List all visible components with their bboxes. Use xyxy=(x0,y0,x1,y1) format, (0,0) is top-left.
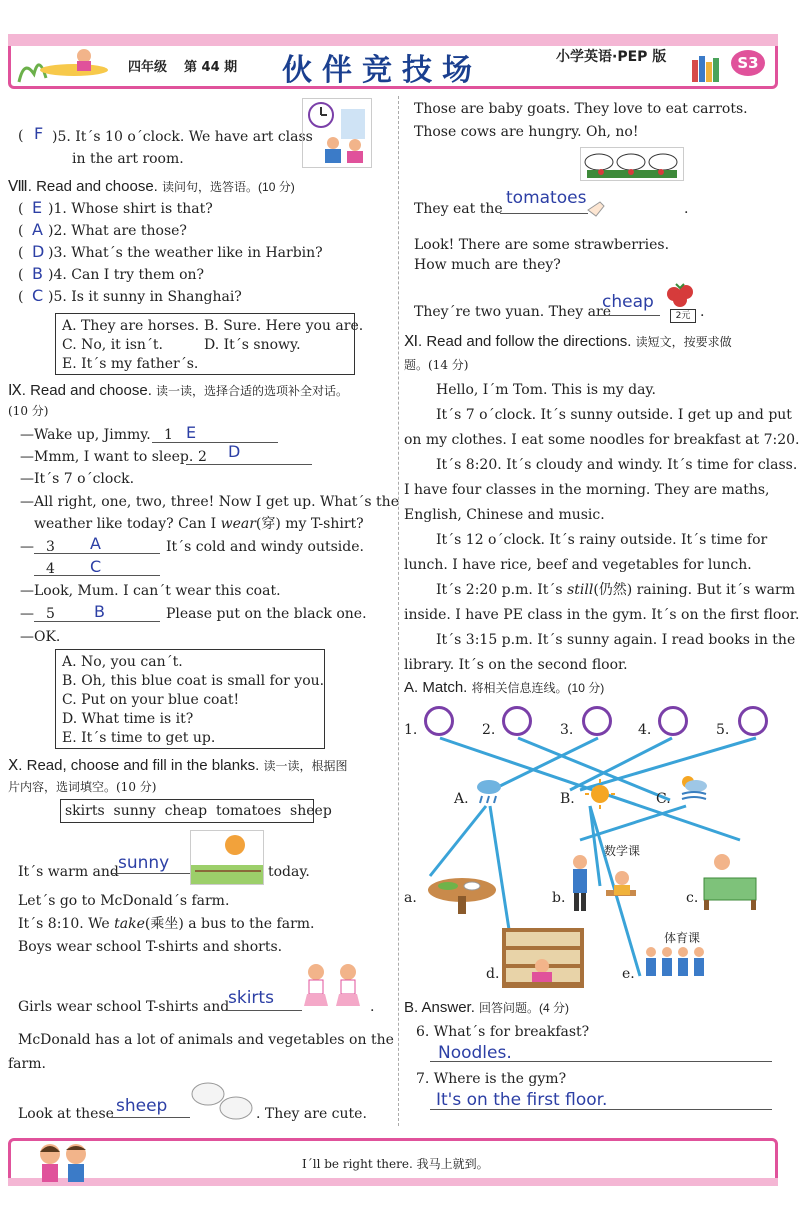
weather-label-b: B. xyxy=(560,791,575,807)
answer-6-line xyxy=(430,1061,772,1062)
scene-b-caption: 数学课 xyxy=(604,844,641,858)
header-decoration xyxy=(14,44,114,84)
question-3: )3. What´s the weather like in Harbin? xyxy=(48,245,323,261)
option-d: D. It´s snowy. xyxy=(204,337,301,353)
answer-6: Noodles. xyxy=(438,1043,512,1063)
blank-sunny-line xyxy=(112,873,190,874)
sentence-6: McDonald has a lot of animals and vegetables on the xyxy=(18,1032,394,1048)
sentence-3-italic: take xyxy=(114,916,145,932)
clock-label-3: 3. xyxy=(560,722,574,738)
q5-answer: F xyxy=(34,124,44,143)
right-line-6-period: . xyxy=(700,304,705,320)
sunny-farm-picture xyxy=(190,830,264,885)
footer-text: I´ll be right there. 我马上就到。 xyxy=(302,1157,489,1171)
option-b: B. Sure. Here you are. xyxy=(204,318,364,334)
clock-label-5: 5. xyxy=(716,722,730,738)
section-11-title-cn-2: 题。(14 分) xyxy=(404,358,469,372)
dialog-dash-5: — xyxy=(20,606,34,622)
list-item: ( xyxy=(18,201,24,217)
passage-line-9c: (仍然) raining. But it´s warm xyxy=(593,582,795,598)
maths-class-scene xyxy=(566,852,640,916)
girls-picture xyxy=(298,960,368,1016)
blank-2-number: 2 xyxy=(198,449,207,465)
answer-sunny: sunny xyxy=(118,853,170,873)
dialog-line-2: —Mmm, I want to sleep. xyxy=(20,449,194,465)
sentence-5: Girls wear school T-shirts and xyxy=(18,999,230,1015)
passage-line-11: It´s 3:15 p.m. It´s sunny again. I read books in the xyxy=(436,632,796,648)
clock-icon xyxy=(582,706,612,736)
sentence-2: Let´s go to McDonald´s farm. xyxy=(18,893,230,909)
sentence-4: Boys wear school T-shirts and shorts. xyxy=(18,939,283,955)
blank-tomatoes-line xyxy=(500,213,588,214)
blank-1-line xyxy=(152,442,278,443)
right-line-3a: They eat the xyxy=(414,201,503,217)
clock-icon xyxy=(502,706,532,736)
section-8-title-en: Ⅷ. Read and choose. xyxy=(8,178,158,195)
answer-2: A xyxy=(32,220,43,239)
scene-label-a: a. xyxy=(404,890,417,906)
scene-label-d: d. xyxy=(486,966,500,982)
answer-sheep: sheep xyxy=(116,1096,168,1116)
sentence-3c: (乘坐) a bus to the farm. xyxy=(144,916,315,932)
q5-text: )5. It´s 10 o´clock. We have art class xyxy=(52,129,313,145)
dialog-line-1: —Wake up, Jimmy. xyxy=(20,427,151,443)
section-11-title-cn: 读短文，按要求做 xyxy=(635,335,732,349)
section-8-options-box xyxy=(55,313,364,375)
page-title: 伙伴竞技场 xyxy=(282,53,482,88)
passage-line-9 xyxy=(436,581,795,599)
section-9-options-box xyxy=(55,649,325,749)
dialog-line-4: —All right, one, two, three! Now I get up. What´s the xyxy=(20,494,399,510)
strawberries-picture xyxy=(664,280,700,310)
dialog-line-9: —OK. xyxy=(20,629,61,645)
page-badge: S3 xyxy=(731,50,765,76)
blank-2-line xyxy=(186,464,312,465)
q5-text-2: in the art room. xyxy=(72,151,184,167)
sentence-1a: It´s warm and xyxy=(18,864,119,880)
passage-line-5: I have four classes in the morning. They are maths, xyxy=(404,482,770,498)
question-6: 6. What´s for breakfast? xyxy=(416,1024,590,1040)
sentence-5-period: . xyxy=(370,999,375,1015)
passage-line-9-italic: still xyxy=(567,582,594,598)
blank-5-number: 5 xyxy=(46,606,55,622)
blank-3-number: 3 xyxy=(46,539,55,555)
kite-girl-illustration xyxy=(14,44,114,84)
list-item: ( xyxy=(18,289,24,305)
library-scene xyxy=(502,928,584,988)
dialog-line-6: It´s cold and windy outside. xyxy=(166,539,364,555)
q5-prefix: ( xyxy=(18,128,24,144)
passage-line-1: Hello, I´m Tom. This is my day. xyxy=(436,382,656,398)
blank-skirts-line xyxy=(222,1010,302,1011)
dialog-line-7: —Look, Mum. I can´t wear this coat. xyxy=(20,583,281,599)
sentence-7: farm. xyxy=(8,1056,46,1072)
column-divider xyxy=(398,96,399,1126)
issue-label: 第 44 期 xyxy=(184,60,238,75)
pe-class-scene xyxy=(640,944,718,984)
passage-line-10: inside. I have PE class in the gym. It´s on the first floor. xyxy=(404,607,800,623)
scene-label-e: e. xyxy=(622,966,635,982)
dialog-line-5-italic: wear xyxy=(220,516,256,532)
section-8-title xyxy=(8,177,295,195)
blank-5-line xyxy=(34,621,160,622)
answer-7-line xyxy=(430,1109,772,1110)
sentence-3 xyxy=(18,915,315,933)
passage-line-4: It´s 8:20. It´s cloudy and windy. It´s time for class. xyxy=(436,457,798,473)
answer-5: C xyxy=(32,286,44,305)
answer-skirts: skirts xyxy=(228,988,274,1008)
answer-title xyxy=(404,999,569,1016)
dialog-line-8: Please put on the black one. xyxy=(166,606,367,622)
section-10-title-cn: 读一读，根据图 xyxy=(263,759,348,773)
blank-4-answer: C xyxy=(90,557,102,576)
match-title-en: A. Match. xyxy=(404,679,468,696)
scene-e-caption: 体育课 xyxy=(664,931,701,945)
answer-title-cn: 回答问题。(4 分) xyxy=(479,1001,570,1015)
answer-tomatoes: tomatoes xyxy=(506,188,587,208)
blank-4-line xyxy=(34,575,160,576)
section-10-title-cn-2: 片内容，选词填空。(10 分) xyxy=(8,780,157,794)
question-7: 7. Where is the gym? xyxy=(416,1071,567,1087)
section-11-title xyxy=(404,332,732,350)
blank-3-answer: A xyxy=(90,534,101,553)
price-tag: 2元 xyxy=(670,309,696,323)
option-b: B. Oh, this blue coat is small for you. xyxy=(62,673,325,689)
clock-icon xyxy=(738,706,768,736)
answer-4: B xyxy=(32,264,43,283)
answer-cheap: cheap xyxy=(602,292,654,312)
cloudy-windy-icon xyxy=(676,772,710,804)
scene-label-b: b. xyxy=(552,890,566,906)
word-bank-box: skirts sunny cheap tomatoes sheep xyxy=(60,799,314,823)
dialog-dash-3: — xyxy=(20,539,34,555)
dialog-line-5 xyxy=(34,515,364,533)
bedroom-scene xyxy=(700,846,760,912)
section-9-title xyxy=(8,381,348,399)
passage-line-2: It´s 7 o´clock. It´s sunny outside. I get up and put xyxy=(436,407,792,423)
rainy-icon xyxy=(474,776,504,806)
option-e: E. It´s my father´s. xyxy=(62,356,199,372)
passage-line-6: English, Chinese and music. xyxy=(404,507,605,523)
right-line-1: Those are baby goats. They love to eat carrots. xyxy=(414,101,748,117)
kids-illustration xyxy=(34,1140,94,1184)
sentence-1b: today. xyxy=(268,864,310,880)
blank-4-number: 4 xyxy=(46,561,55,577)
sentence-8a: Look at these xyxy=(18,1106,114,1122)
blank-sheep-line xyxy=(110,1117,190,1118)
answer-3: D xyxy=(32,242,45,261)
sentence-8b: . They are cute. xyxy=(256,1106,367,1122)
section-10-title-en: Ⅹ. Read, choose and fill in the blanks. xyxy=(8,757,260,774)
passage-line-12: library. It´s on the second floor. xyxy=(404,657,628,673)
subject-label: 小学英语·PEP 版 xyxy=(556,49,667,65)
sentence-3a: It´s 8:10. We xyxy=(18,916,115,932)
list-item: ( xyxy=(18,245,24,261)
hand-pointer-icon xyxy=(586,196,610,220)
list-item: ( xyxy=(18,267,24,283)
right-line-4: Look! There are some strawberries. xyxy=(414,237,670,253)
dialog-line-5a: weather like today? Can I xyxy=(34,516,221,532)
question-2: )2. What are those? xyxy=(48,223,187,239)
list-item: ( xyxy=(18,223,24,239)
match-title xyxy=(404,679,604,696)
section-10-title xyxy=(8,756,347,774)
footer-band xyxy=(8,1178,778,1186)
clock-label-4: 4. xyxy=(638,722,652,738)
blank-2-answer: D xyxy=(228,442,241,461)
weather-label-a: A. xyxy=(454,791,469,807)
passage-line-7: It´s 12 o´clock. It´s rainy outside. It´s time for xyxy=(436,532,768,548)
dialog-line-5c: (穿) my T-shirt? xyxy=(255,516,364,532)
answer-7: It's on the first floor. xyxy=(436,1090,608,1110)
passage-line-3: on my clothes. I eat some noodles for breakfast at 7:20. xyxy=(404,432,800,448)
option-a: A. They are horses. xyxy=(62,318,200,334)
match-title-cn: 将相关信息连线。(10 分) xyxy=(471,681,605,695)
blank-3-line xyxy=(34,553,160,554)
section-9-title-en: Ⅸ. Read and choose. xyxy=(8,382,152,399)
clock-icon xyxy=(424,706,454,736)
question-4: )4. Can I try them on? xyxy=(48,267,205,283)
section-9-score: (10 分) xyxy=(8,404,49,418)
question-5: )5. Is it sunny in Shanghai? xyxy=(48,289,242,305)
clock-label-2: 2. xyxy=(482,722,496,738)
dialog-line-3: —It´s 7 o´clock. xyxy=(20,471,135,487)
weather-label-c: C. xyxy=(656,791,671,807)
cows-picture xyxy=(580,147,684,181)
option-e: E. It´s time to get up. xyxy=(62,730,216,746)
option-c: C. No, it isn´t. xyxy=(62,337,164,353)
option-c: C. Put on your blue coat! xyxy=(62,692,240,708)
passage-line-9a: It´s 2:20 p.m. It´s xyxy=(436,582,568,598)
clock-icon xyxy=(658,706,688,736)
section-11-title-en: Ⅺ. Read and follow the directions. xyxy=(404,333,632,350)
section-8-title-cn: 读问句，选答语。(10 分) xyxy=(162,180,295,194)
blank-1-answer: E xyxy=(186,423,197,442)
right-line-6a: They´re two yuan. They are xyxy=(414,304,611,320)
option-a: A. No, you can´t. xyxy=(62,654,183,670)
scene-label-c: c. xyxy=(686,890,699,906)
breakfast-scene xyxy=(426,866,502,916)
section-9-title-cn: 读一读，选择合适的选项补全对话。 xyxy=(156,384,349,398)
answer-title-en: B. Answer. xyxy=(404,999,475,1016)
blank-5-answer: B xyxy=(94,602,105,621)
answer-1: E xyxy=(32,198,43,217)
right-line-3-period: . xyxy=(684,201,689,217)
sheep-picture xyxy=(188,1078,258,1123)
blank-1-number: 1 xyxy=(164,427,173,443)
clock-label-1: 1. xyxy=(404,722,418,738)
grade-label: 四年级 xyxy=(128,60,168,75)
blank-cheap-line xyxy=(596,315,660,316)
question-1: )1. Whose shirt is that? xyxy=(48,201,213,217)
option-d: D. What time is it? xyxy=(62,711,194,727)
passage-line-8: lunch. I have rice, beef and vegetables for lunch. xyxy=(404,557,752,573)
right-line-2: Those cows are hungry. Oh, no! xyxy=(414,124,639,140)
sunny-icon xyxy=(584,778,616,810)
art-room-picture xyxy=(302,98,372,168)
right-line-5: How much are they? xyxy=(414,257,561,273)
books-icon xyxy=(690,54,726,82)
